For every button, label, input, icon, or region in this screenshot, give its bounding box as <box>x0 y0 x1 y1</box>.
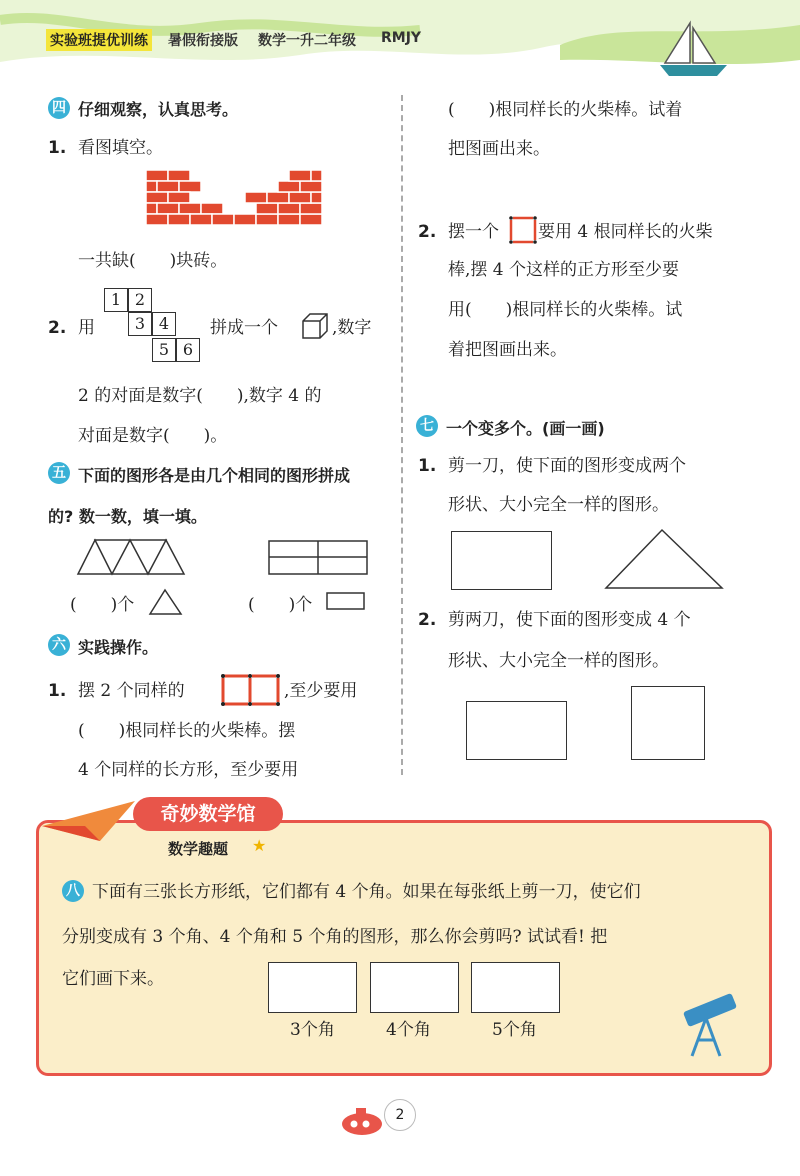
question-number: 1. <box>418 456 437 476</box>
corner-label: 3个角 <box>290 1020 335 1040</box>
question-text: 棒,摆 4 个这样的正方形至少要 <box>448 260 680 280</box>
section-badge-7: 七 <box>416 415 438 437</box>
rectangle-grid-figure <box>268 540 370 576</box>
question-text: 2 的对面是数字( ),数字 4 的 <box>78 386 322 406</box>
net-cell: 3 <box>128 312 152 336</box>
section-badge-4: 四 <box>48 97 70 119</box>
question-text: 对面是数字( )。 <box>78 426 228 446</box>
submarine-icon <box>340 1104 386 1138</box>
section-title-6: 实践操作。 <box>78 638 159 657</box>
question-text: 用 <box>78 318 95 338</box>
sailboat-icon <box>655 18 735 83</box>
paper-plane-icon <box>40 796 140 846</box>
fill-blank: ( )个 <box>248 595 313 615</box>
section-badge-8: 八 <box>62 880 84 902</box>
paper-rectangle <box>471 962 560 1013</box>
question-text: 着把图画出来。 <box>448 340 567 360</box>
question-text: 分别变成有 3 个角、4 个角和 5 个角的图形，那么你会剪吗? 试试看! 把 <box>62 927 608 947</box>
star-icon: ★ <box>252 836 267 855</box>
net-cell: 2 <box>128 288 152 312</box>
paper-rectangle <box>370 962 459 1013</box>
rectangle-unit-icon <box>326 592 366 612</box>
net-cell: 5 <box>152 338 176 362</box>
fill-blank: ( )个 <box>70 595 135 615</box>
paper-rectangle <box>268 962 357 1013</box>
question-number: 1. <box>48 138 67 158</box>
matchstick-square-icon <box>509 216 537 244</box>
question-number: 1. <box>48 681 67 701</box>
question-text: 摆一个 <box>448 222 499 242</box>
brick-answer-line: 一共缺( )块砖。 <box>78 251 228 271</box>
question-text: ,至少要用 <box>284 681 358 701</box>
section-badge-5: 五 <box>48 462 70 484</box>
question-text: 剪两刀，使下面的图形变成 4 个 <box>448 610 691 630</box>
section-badge-6: 六 <box>48 634 70 656</box>
series-tag: 实验班提优训练 <box>46 29 152 51</box>
section-title-5: 下面的图形各是由几个相同的图形拼成 <box>78 466 351 485</box>
square-figure <box>631 686 705 760</box>
brick-wall-figure <box>146 170 322 226</box>
question-text: 摆 2 个同样的 <box>78 681 185 701</box>
question-number: 2. <box>418 610 437 630</box>
question-number: 2. <box>48 318 67 338</box>
section-title-7: 一个变多个。(画一画) <box>446 419 605 438</box>
question-text: 它们画下来。 <box>62 969 164 989</box>
page-number: 2 <box>384 1099 416 1131</box>
net-cell: 6 <box>176 338 200 362</box>
question-text: 4 个同样的长方形，至少要用 <box>78 760 299 780</box>
question-text: 下面有三张长方形纸，它们都有 4 个角。如果在每张纸上剪一刀，使它们 <box>92 882 641 902</box>
question-text: 形状、大小完全一样的图形。 <box>448 495 669 515</box>
edition-label: 暑假衔接版 <box>168 33 238 49</box>
rectangle-figure <box>451 531 552 590</box>
question-text: 拼成一个 <box>210 318 278 338</box>
fun-banner: 奇妙数学馆 <box>133 797 283 831</box>
cube-icon <box>300 311 330 341</box>
telescope-icon <box>676 988 746 1060</box>
question-text: 用( )根同样长的火柴棒。试 <box>448 300 683 320</box>
column-divider <box>401 95 403 775</box>
book-code: RMJY <box>381 30 422 46</box>
question-text: ,数字 <box>332 318 372 338</box>
fun-subtitle: 数学趣题 <box>168 840 229 858</box>
triangle-figure <box>604 528 724 590</box>
rectangle-figure <box>466 701 567 760</box>
section-title-5-cont: 的? 数一数，填一填。 <box>48 507 207 526</box>
corner-label: 5个角 <box>492 1020 537 1040</box>
question-number: 2. <box>418 222 437 242</box>
subject-grade: 数学一升二年级 <box>258 33 356 49</box>
question-text: 剪一刀，使下面的图形变成两个 <box>448 456 686 476</box>
corner-label: 4个角 <box>386 1020 431 1040</box>
triangle-unit-icon <box>148 588 184 616</box>
net-cell: 4 <box>152 312 176 336</box>
matchstick-rectangles-icon <box>221 673 281 707</box>
question-text: 看图填空。 <box>78 138 163 158</box>
question-text: 形状、大小完全一样的图形。 <box>448 651 669 671</box>
question-text: ( )根同样长的火柴棒。试着 <box>448 100 683 120</box>
triangle-strip-figure <box>76 538 188 576</box>
net-cell: 1 <box>104 288 128 312</box>
question-text: ( )根同样长的火柴棒。摆 <box>78 721 296 741</box>
question-text: 要用 4 根同样长的火柴 <box>538 222 713 242</box>
section-title-4: 仔细观察，认真思考。 <box>78 100 239 119</box>
question-text: 把图画出来。 <box>448 139 550 159</box>
